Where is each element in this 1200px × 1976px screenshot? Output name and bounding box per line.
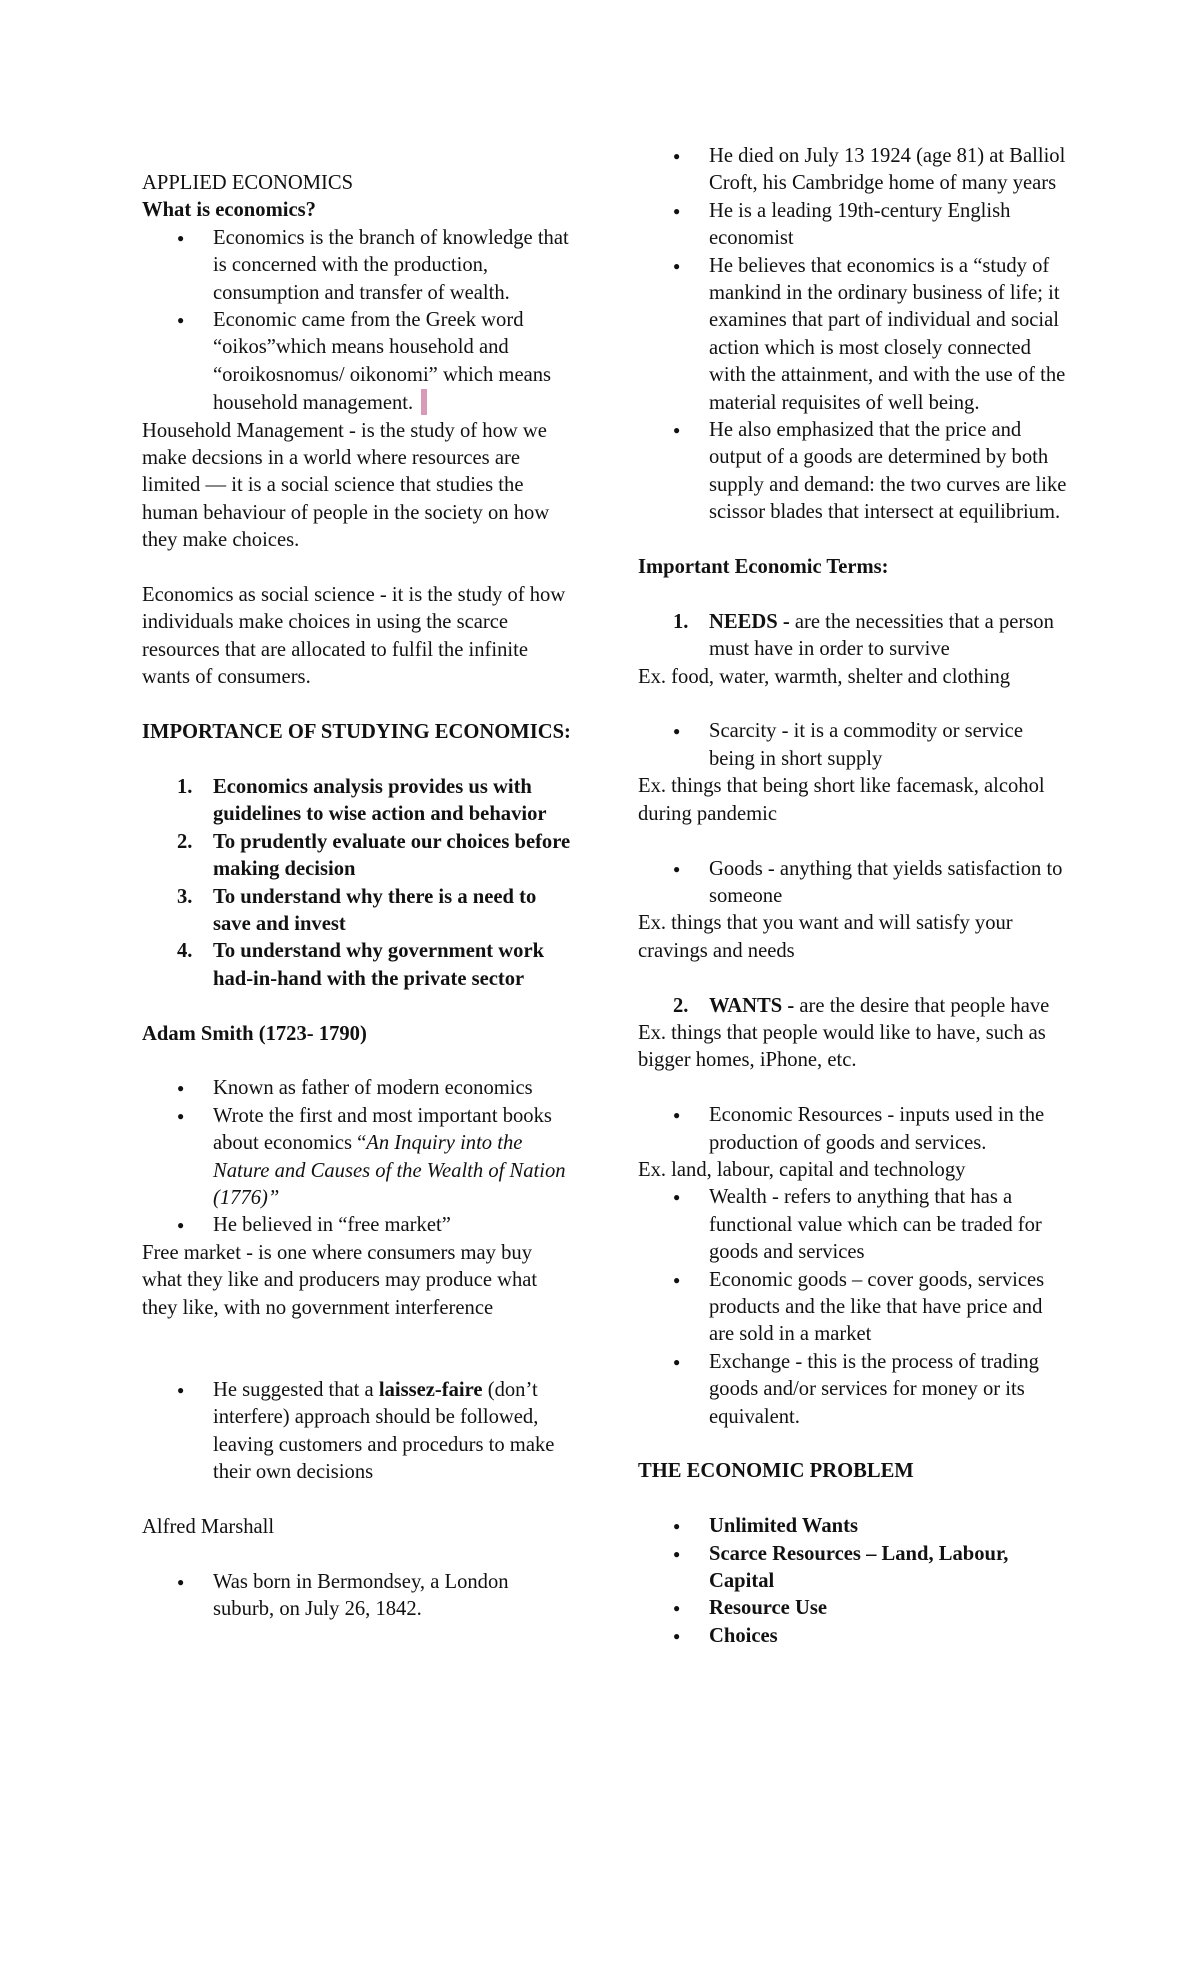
what-is-economics-heading: What is economics?: [142, 199, 316, 222]
bullet-text: Economics is the branch of knowledge that is concerned with the production, consumption and transfer of wealth.: [213, 226, 569, 304]
list-item: ● Wrote the first and most important books about economics “An Inquiry into the Nature and Causes of the Wealth of Nation (1776)”: [142, 1103, 574, 1213]
wealth-bullets: [638, 1184, 1068, 1431]
alfred-marshall-heading: Alfred Marshall: [142, 1515, 275, 1538]
list-item: ● He believes that economics is a “study of mankind in the ordinary business of life; it examines that part of individual and social action which is most closely connected with the attainment, and with the use of the material requisites of well being.: [638, 253, 1068, 417]
scarcity-example: Ex. things that being short like facemask, alcohol during pandemic: [638, 775, 1045, 825]
laissez-faire-bullet: [142, 1377, 574, 1487]
list-item: ● Economic goods – cover goods, services products and the like that have price and are sold in a market: [638, 1267, 1068, 1349]
intro-bullet-list: [142, 225, 574, 418]
list-item: 2. To prudently evaluate our choices before making decision: [177, 830, 571, 881]
economic-problem-list: [638, 1513, 1068, 1650]
document-title: APPLIED ECONOMICS: [142, 172, 354, 194]
right-column: [638, 143, 1068, 1650]
wants-item: [638, 993, 1068, 1020]
household-management-paragraph: Household Management - is the study of how we make decsions in a world where resources are limited — it is a social science that studies the human behaviour of people in the society on how they make choices.: [142, 419, 550, 552]
economic-resources-bullet: [638, 1102, 1068, 1157]
free-market-paragraph: Free market - is one where consumers may buy what they like and producers may produce what they like, with no government interference: [142, 1241, 538, 1319]
economic-terms-heading: Important Economic Terms:: [638, 556, 889, 579]
needs-item: [638, 609, 1068, 664]
list-item: 4. To understand why government work had-in-hand with the private sector: [177, 940, 545, 990]
list-item: ● Economic Resources - inputs used in the production of goods and services.: [638, 1102, 1068, 1157]
list-item: ● He believed in “free market”: [142, 1212, 574, 1239]
economic-problem-heading: THE ECONOMIC PROBLEM: [638, 1460, 914, 1483]
marshall-bullets: [638, 143, 1068, 527]
list-item: 1. NEEDS - are the necessities that a person must have in order to survive: [673, 610, 1054, 661]
list-item: 1. Economics analysis provides us with guidelines to wise action and behavior: [177, 775, 547, 826]
goods-example: Ex. things that you want and will satisfy your cravings and needs: [638, 912, 1013, 962]
adam-smith-heading: Adam Smith (1723- 1790): [142, 1022, 367, 1045]
list-item: ● Resource Use: [638, 1595, 1068, 1622]
list-item: ● Known as father of modern economics: [142, 1075, 574, 1102]
list-item: 2. WANTS - are the desire that people have: [673, 994, 1050, 1017]
adam-smith-bullets: [142, 1075, 574, 1239]
social-science-paragraph: Economics as social science - it is the study of how individuals make choices in using the scarce resources that are allocated to fulfil the infinite wants of consumers.: [142, 584, 566, 689]
list-item: ● He also emphasized that the price and output of a goods are determined by both supply and demand: the two curves are like scissor blades that intersect at equilibrium.: [638, 417, 1068, 527]
list-item: ● Wealth - refers to anything that has a functional value which can be traded for goods and services: [638, 1184, 1068, 1266]
importance-heading: IMPORTANCE OF STUDYING ECONOMICS:: [142, 721, 571, 744]
list-item: [142, 225, 574, 307]
left-column: [142, 170, 574, 1623]
economic-resources-example: Ex. land, labour, capital and technology: [638, 1158, 966, 1181]
bullet-text: Economic came from the Greek word “oikos”which means household and “oroikosnomus/ oikonomi” which means household management.: [213, 309, 552, 415]
scarcity-bullet: [638, 718, 1068, 773]
list-item: ● He is a leading 19th-century English economist: [638, 198, 1068, 253]
list-item: ● He died on July 13 1924 (age 81) at Balliol Croft, his Cambridge home of many years: [638, 143, 1068, 198]
goods-bullet: [638, 856, 1068, 911]
list-item: ● Was born in Bermondsey, a London suburb, on July 26, 1842.: [142, 1569, 574, 1624]
list-item: ● Choices: [638, 1623, 1068, 1650]
list-item: ● Goods - anything that yields satisfaction to someone: [638, 856, 1068, 911]
list-item: ● He suggested that a laissez-faire (don’t interfere) approach should be followed, leaving customers and procedurs to make their own decisions: [142, 1377, 574, 1487]
list-item: ● Scarcity - it is a commodity or service being in short supply: [638, 718, 1068, 773]
list-item: ● Unlimited Wants: [638, 1513, 1068, 1540]
needs-example: Ex. food, water, warmth, shelter and clothing: [638, 665, 1011, 688]
list-item: ● Scarce Resources – Land, Labour, Capital: [638, 1541, 1068, 1596]
importance-list: [142, 774, 574, 993]
highlight-marker-icon: [421, 389, 427, 415]
list-item: [142, 307, 574, 418]
list-item: ● Exchange - this is the process of trading goods and/or services for money or its equivalent.: [638, 1349, 1068, 1431]
wants-example: Ex. things that people would like to have, such as bigger homes, iPhone, etc.: [638, 1021, 1046, 1072]
marshall-birth-bullet: [142, 1569, 574, 1624]
list-item: 3. To understand why there is a need to save and invest: [177, 885, 537, 935]
